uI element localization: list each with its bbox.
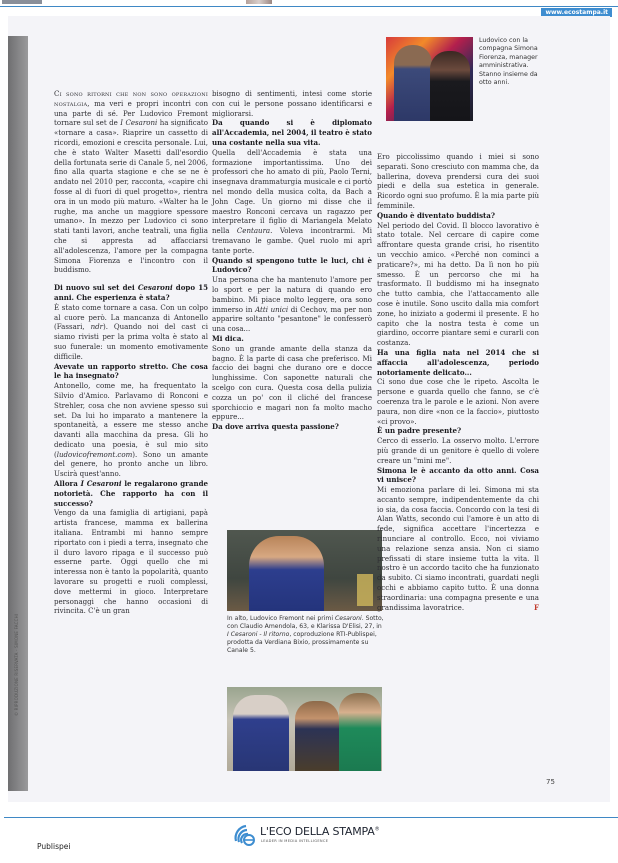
question-text-cont: dopo 15 anni. Che esperienza è stata? [54,283,209,302]
question: Da dove arriva questa passione? [212,422,339,432]
answer-italic: Centaura [236,226,271,236]
answer-text: Una persona che ha mantenuto l'amore per lo sport e per la natura di quando ero bambino. Mi piace molto leggere, ora sono immerso in [212,275,372,314]
photo-caption-top: Ludovico con la compagna Simona Fiorenza, manager amministrativa. Stanno insieme da otto anni. [479,37,538,87]
answer-text: Antonello, come me, ha frequentato la Silvio d'Amico. Parlavamo di Ronconi e Strehler, cosa che non avviene spesso sui set. Da lui ho imparato a mantenere la spontaneità, a essere me stesso anche davanti alla macchina da presa. Gli ho dedicato una poesia, è sul mio sito ( [54,381,208,459]
answer: Cerco di esserlo. La osservo molto. L'errore più grande di un genitore è quello di volere creare un "mini me". [377,436,539,465]
answer: Sono un grande amante della stanza da bagno. È la parte di casa che preferisco. Mi faccio dei bagni che durano ore e docce lunghissime. Con saponette naturali che scelgo con cura. Questa cosa della pulizia cozza un po' con il cliché del francese sporchiccio e magari non fa molto macho eppure... [212,343,372,422]
photo-young-ludovico [227,530,382,611]
answer-text-cont: di Cechov, ma per non apparire soltanto "pesantone" le confesserò una cosa... [212,304,372,334]
answer-italic: Atti unici [255,304,289,314]
source-label: Publispei [37,842,71,851]
answer: Ero piccolissimo quando i miei si sono separati. Sono cresciuto con mamma che, da ballerina, doveva prendersi cura dei suoi piedi e della sua estetica in generale. Ricordo ogni suo profumo. È la mia parte più femminile. [377,152,539,210]
article-column-2 [212,89,372,432]
logo-registered: ® [374,826,380,833]
answer: Ci sono due cose che le ripeto. Ascolta le persone e guarda quello che fanno, se c'è coerenza tra le parole e le azioni. Non avere paura, non dire «non ce la faccio», piuttosto «ci provo». [377,377,539,426]
intro-text-cont: ha significato «tornare a casa». Riaprire un cassetto di ricordi, emozioni e crescita personale. Lui, che è stato Walter Masetti dall'esordio della fortunata serie di Canale 5, nel 2006, fino alla quarta stagione e che se ne è andato nel 2010 per, racconta, «capire chi fosse al di fuori di quel progetto», rientra ora in un modo più maturo. «Walter ha le rughe, ma anche un maggiore spessore umano». In mezzo per Ludovico ci sono stati tanti lavori, anche teatrali, una figlia che si appresta ad affacciarsi all'adolescenza, l'amore per la compagna Simona Fiorenza e l'incontro con il buddismo. [54,118,209,275]
spacer [54,275,208,283]
logo-name-text: L'ECO DELLA STAMPA [260,825,375,838]
answer-text-cont: ). Quando noi del cast ci siamo rivisti per la prima volta è stato al suo funerale: un momento emotivamente difficile. [54,322,209,361]
answer-text-cont: . Voleva incontrarmi. Mi tremavano le gambe. Quel ruolo mi aprì tante porte. [212,226,372,255]
photo-credit: © RIPRODUZIONE RISERVATA - SIMONE FACCHI [14,613,19,716]
article-column-1 [54,89,208,616]
photo-set-scene [227,687,382,771]
question: Ha una figlia nata nel 2014 che si affaccia all'adolescenza, periodo notoriamente delicato... [377,347,539,377]
answer [212,275,372,334]
publication-logo [2,0,42,4]
caption-text-cont: . Sotto, con Claudio Amendola, 63, e Klarissa D'Elisi, 27, in [227,615,384,631]
question-text: Allora [54,479,81,489]
answer-text: Quella dell'Accademia è stata una formazione importantissima. Uno dei professori che ho amato di più, Paolo Terni, insegnava drammaturgia musicale e ci portò nel mondo della musica colta, da Bach a John Cage. Un giorno mi disse che il maestro Ronconi cercava un ragazzo per interpretare il figlio di Mariangela Melato nella [212,147,372,236]
website-link[interactable]: ludovicofremont.com [56,449,133,459]
answer-text: È stato come tornare a casa. Con un colpo al cuore però. La mancanza di Antonello (Fassari, [54,302,208,332]
caption-text: In alto, Ludovico Fremont nei primi [227,615,335,622]
intro-lead: Ci sono ritorni che non sono operazioni nostalgia, [54,89,208,108]
question: Da quando si è diplomato all'Accademia, nel 2004, il teatro è stato una costante nella sua vita. [212,118,372,147]
caption-title-2: I Cesaroni - Il ritorno [227,631,290,639]
top-bar [0,0,618,5]
page-number: 75 [546,778,555,786]
photo-caption-middle [227,615,385,655]
question: Simona le è accanto da otto anni. Cosa vi unisce? [377,465,539,485]
caption-title: Cesaroni [335,615,362,622]
answer-text-cont: ). Sono un amante del genere, ho pronto anche un libro. Uscirà quest'anno. [54,449,208,479]
answer [377,485,539,612]
intro-text: ma veri e propri incontri con una parte di sé. Per Ludovico Fremont tornare sul set de [54,98,208,128]
end-mark: F [533,602,539,612]
logo-name [260,825,379,838]
caption-text-end: , coproduzione RTI-Publispei, prodotta da Verdiana Bixio, prossimamente su Canale 5. [227,631,377,655]
top-divider [0,6,618,7]
answer: bisogno di sentimenti, intesi come storie con cui le persone possano identificarsi e migliorarsi. [212,89,372,118]
question: È un padre presente? [377,426,462,436]
eco-della-stampa-logo [232,823,402,849]
photo-beer-glass [357,574,373,606]
intro-title: I Cesaroni [120,118,158,128]
question: Quando è diventato buddista? [377,210,496,220]
signal-e-icon [232,823,256,847]
bottom-divider [4,817,618,818]
photo-figure-boy [249,536,324,611]
logo-tagline: LEADER IN MEDIA INTELLIGENCE [261,839,329,843]
answer [54,303,208,362]
answer [54,381,208,479]
photo-figure-1 [233,695,289,771]
answer-text: Mi emoziona parlare di lei. Simona mi sta accanto sempre, indipendentemente da chi io sia, da cosa faccia. Concordo con la tesi di Alan Watts, secondo cui l'amore è un atto di fede, significa accettare l'incertezza e rinunciare al controllo. Ecco, noi viviamo una relazione senza ansia. Non ci siamo prefissati di stare insieme tutta la vita. Il nostro è un accordo tacito che ha funzionato da subito. Ci siamo incontrati, guardati negli occhi e abbiamo capito tutto. È una donna straordinaria: una compagna presente e una grandissima lavoratrice. [377,485,539,612]
question: Quando si spengono tutte le luci, chi è Ludovico? [212,255,372,275]
photo-figure-2 [295,701,339,771]
website-badge[interactable]: www.ecostampa.it [541,8,612,17]
answer: Nel periodo del Covid. Il blocco lavorativo è stato totale. Nel cercare di capire come affrontare questa grande crisi, ho risentito un vecchio amico. «Perché non cominci a praticare?», mi ha detto. Da lì non ho più smesso. È un percorso che mi ha trasformato. Il buddismo mi ha insegnato che tutto cambia, che l'attaccamento alle cose è inutile. Sono uscito dalla mia comfort zone, ho iniziato a godermi il presente. E ho capito che la nostra testa è come un giardino, occorre piantare semi e curarli con costanza. [377,220,539,348]
answer: Vengo da una famiglia di artigiani, papà artista francese, mamma ex ballerina italiana. Entrambi mi hanno sempre riportato con i piedi a terra, insegnato che il duro lavoro ripaga e il successo può esserne parte. Oggi quello che mi interessa non è tanto la popolarità, quanto lavorare su progetti e ruoli complessi, dove mettermi in gioco. Interpretare personaggi che hanno occasioni di rivincita. C'è un gran [54,508,208,616]
question-title: I Cesaroni [80,479,122,489]
question-title: Cesaroni [137,283,173,293]
question [54,283,208,303]
photo-figure-man [394,45,432,121]
question: Avevate un rapporto stretto. Che cosa le ha insegnato? [54,361,208,381]
photo-figure-3 [339,693,381,771]
question: Mi dica. [212,333,244,343]
question-text-cont: le regalarono grande notorietà. Che rapporto ha con il successo? [54,479,208,508]
question-text: Di nuovo sul set dei [54,283,138,293]
photo-couple [386,37,473,121]
answer [212,148,372,256]
page-thumbnail [246,0,272,4]
question [54,479,208,508]
answer-italic: ndr [90,322,103,332]
photo-figure-woman [430,51,470,121]
article-column-3 [377,152,539,612]
article-intro [54,89,208,275]
